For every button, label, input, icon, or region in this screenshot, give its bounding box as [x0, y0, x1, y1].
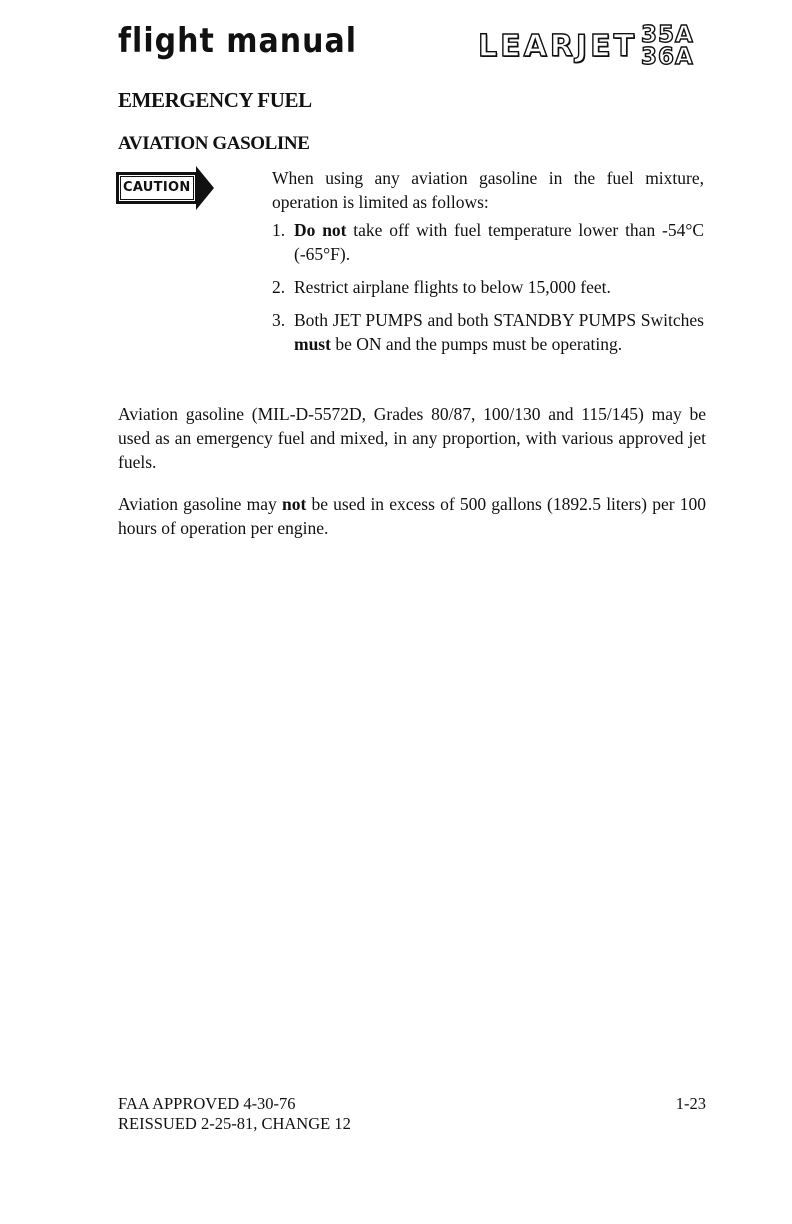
- paragraph-usage-limit: [118, 492, 706, 540]
- list-item: [272, 275, 704, 299]
- list-item: [272, 308, 704, 356]
- paragraph-text-before: Aviation gasoline (MIL-D-5572D, Grades 80/87, 100/130 and 115/145) may be used as an emergency fuel and mixed, in any proportion, with various approved jet fuels.: [118, 404, 706, 472]
- paragraph-text-after: be used in excess of 500 gallons (1892.5 liters) per 100 hours of operation per engine.: [118, 494, 706, 538]
- caution-arrow-icon: [196, 166, 214, 210]
- step-text-after: take off with fuel temperature lower than -54°C (-65°F).: [294, 220, 704, 264]
- step-text-before: Restrict airplane flights to below 15,000 feet.: [294, 277, 611, 297]
- section-title: EMERGENCY FUEL: [118, 88, 312, 112]
- caution-label: CAUTION: [116, 172, 198, 204]
- step-text-after: be ON and the pumps must be operating.: [330, 334, 623, 354]
- step-text-before: Both JET PUMPS and both STANDBY PUMPS Switches: [294, 310, 704, 330]
- step-text: [294, 308, 704, 356]
- step-number: 3.: [272, 310, 286, 330]
- caution-steps-list: [272, 218, 704, 365]
- page-number: 1-23: [675, 1094, 706, 1113]
- reissue-info: REISSUED 2-25-81, CHANGE 12: [118, 1114, 351, 1133]
- paragraph-emphasis: not: [281, 494, 307, 514]
- brand-name: LEARJET: [478, 28, 638, 64]
- step-number: 2.: [272, 277, 286, 297]
- caution-intro: When using any aviation gasoline in the fuel mixture, operation is limited as follows:: [272, 168, 704, 212]
- step-emphasis: must: [294, 334, 331, 354]
- faa-approved-date: FAA APPROVED 4-30-76: [118, 1094, 296, 1113]
- paragraph-aviation-gasoline-grades: [118, 402, 706, 474]
- step-text: [294, 275, 704, 299]
- model-36a: 36A: [641, 44, 694, 70]
- step-emphasis: Do not: [294, 220, 347, 240]
- step-text: [294, 218, 704, 266]
- manual-title: flight manual: [118, 22, 357, 62]
- paragraph-text-before: Aviation gasoline may: [118, 494, 282, 514]
- model-designations: [641, 24, 694, 68]
- step-number: 1.: [272, 220, 286, 240]
- footer-approval-info: [118, 1094, 351, 1134]
- subsection-title: AVIATION GASOLINE: [118, 133, 310, 154]
- model-35a: 35A: [641, 22, 694, 48]
- list-item: [272, 218, 704, 266]
- caution-badge: [116, 166, 214, 210]
- learjet-logo: [478, 24, 694, 68]
